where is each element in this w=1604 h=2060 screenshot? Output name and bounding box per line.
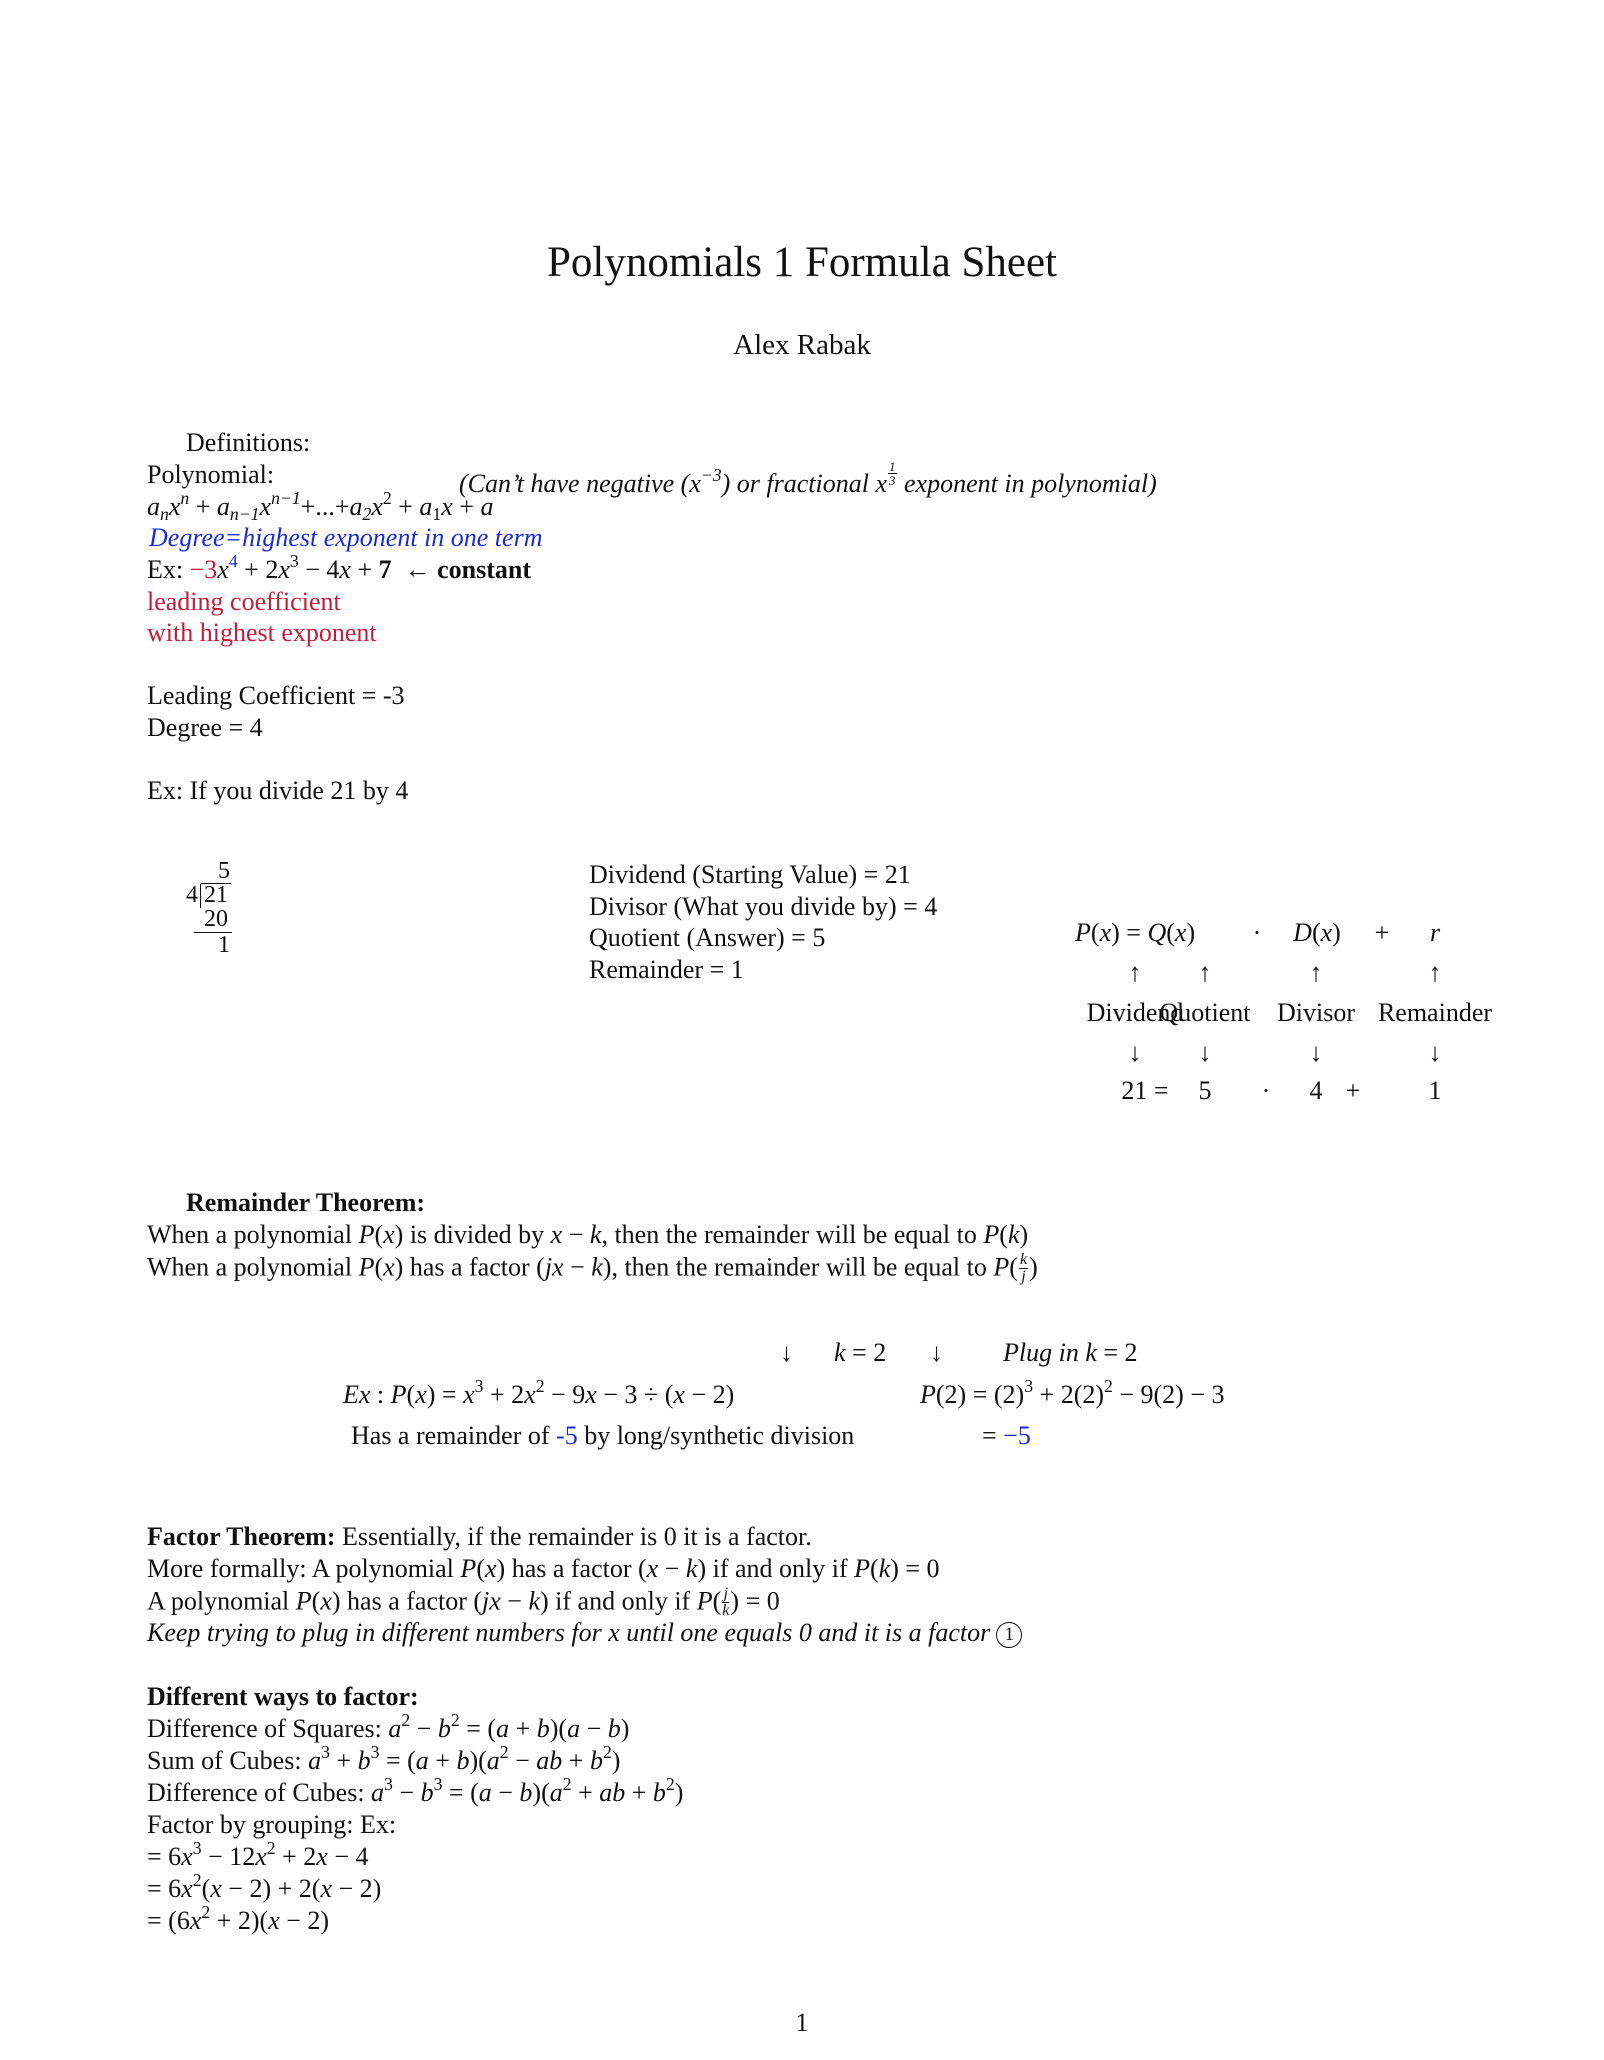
remainder-theorem-line-2: When a polynomial P(x) has a factor (jx − k), then the remainder will be equal to P( $\frac{k}{j}$ ) [147,1251,1038,1286]
factor-theorem-line-2: A polynomial P(x) has a factor (jx − k) if and only if P( $\frac{j}{k}$ ) = 0 [147,1585,780,1620]
down-arrow-icon: ↓ [930,1338,943,1367]
down-arrow-icon: ↓ [1128,1038,1142,1067]
grouping-step-2: = $6x^2(x - 2) + 2(x - 2)$ [147,1870,382,1903]
polynomial-example: Ex: $-3x^4 + 2x^3 - 4x + 7$ ← constant [147,551,532,584]
difference-of-squares: Difference of Squares: $a^2 - b^2 = (a + b)(a - b)$ [147,1710,630,1743]
leading-coefficient-note-2: with highest exponent [147,618,377,647]
diagram-bottom-4: 4 [1309,1076,1323,1105]
factor-theorem-heading: Factor Theorem: [147,1522,336,1551]
diagram-bottom-21: 21 = [1121,1076,1169,1105]
diagram-dx: D(x) [1293,918,1341,947]
long-division [180,858,250,968]
remainder-evaluation: $P(2) = (2)^3 + 2(2)^2 - 9(2) - 3$ [920,1376,1225,1409]
degree-value: Degree = 4 [147,713,263,742]
k-equals-note: k = 2 [834,1338,887,1367]
factor-by-grouping-label: Factor by grouping: Ex: [147,1810,397,1839]
diagram-label-dividend: Dividend [1086,998,1184,1027]
down-arrow-icon: ↓ [780,1338,793,1367]
diagram-r: r [1429,918,1441,947]
author: Alex Rabak [733,329,871,361]
grouping-step-3: = $(6x^2 + 2)(x - 2)$ [147,1902,330,1935]
leading-coefficient-note-1: leading coefficient [147,587,341,616]
grouping-step-1: = $6x^3 - 12x^2 + 2x - 4$ [147,1838,369,1871]
down-arrow-icon: ↓ [1309,1038,1323,1067]
long-division-dividend: 21 [204,882,228,908]
definitions-heading: Definitions: [186,428,311,457]
plug-in-note: Plug in k = 2 [1003,1338,1138,1367]
remainder-theorem-heading: Remainder Theorem: [186,1188,426,1217]
long-division-quotient: 5 [218,858,230,884]
difference-of-cubes: Difference of Cubes: $a^3 - b^3 = (a - b)(a^2$ + ab + $b^2$) [147,1774,684,1807]
division-term-dividend: Dividend (Starting Value) = 21 [589,860,911,889]
diagram-label-remainder: Remainder [1377,998,1493,1027]
diagram-label-divisor: Divisor [1277,998,1355,1027]
circled-one-icon: 1 [996,1622,1022,1648]
long-division-divisor: 4 [186,882,198,908]
up-arrow-icon: ↑ [1428,958,1442,987]
down-arrow-icon: ↓ [1428,1038,1442,1067]
remainder-example: Ex : $P(x) = x^3 + 2x^2 - 9x - 3 \div (x - 2)$ [343,1376,735,1409]
long-division-remainder: 1 [218,932,230,958]
diagram-dot: · [1252,918,1262,947]
up-arrow-icon: ↑ [1198,958,1212,987]
diagram-px-qx: P(x) = Q(x) [1075,918,1196,947]
page-number: 1 [795,2008,809,2037]
division-term-quotient: Quotient (Answer) = 5 [589,923,826,952]
up-arrow-icon: ↑ [1309,958,1323,987]
remainder-value: -5 [556,1421,578,1450]
diagram-bottom-1: 1 [1428,1076,1442,1105]
diagram-bottom-5: 5 [1198,1076,1212,1105]
diagram-label-quotient: Quotient [1159,998,1251,1027]
general-form: $anx^n + an-1x^{n-1}+...+a2x^2 + a1x + a$ [147,488,494,524]
leading-coefficient-value: Leading Coefficient = -3 [147,681,405,710]
diagram-bottom-plus: + [1345,1076,1361,1105]
polynomial-label: Polynomial: [147,460,275,489]
division-intro: Ex: If you divide 21 by 4 [147,776,409,805]
sum-of-cubes: Sum of Cubes: $a^3 + b^3 = (a + b)(a^2$ − ab + $b^2$) [147,1742,621,1775]
long-division-bracket [200,884,203,908]
remainder-division-note: Has a remainder of -5 by long/synthetic division [351,1421,855,1450]
division-term-remainder: Remainder = 1 [589,955,744,984]
down-arrow-icon: ↓ [1198,1038,1212,1067]
factor-theorem-line-3: Keep trying to plug in different numbers for x until one equals 0 and it is a factor 1 [147,1618,1022,1649]
factoring-heading: Different ways to factor: [147,1682,419,1711]
up-arrow-icon: ↑ [1128,958,1142,987]
page-title: Polynomials 1 Formula Sheet [546,239,1058,286]
remainder-theorem-line-1: When a polynomial P(x) is divided by x − k, then the remainder will be equal to P(k) [147,1220,1029,1249]
diagram-plus: + [1374,918,1390,947]
factor-theorem-line-1: More formally: A polynomial P(x) has a factor (x − k) if and only if P(k) = 0 [147,1554,940,1583]
division-diagram [1020,918,1520,1118]
remainder-result: = −5 [982,1421,1031,1450]
polynomial-note: (Can’t have negative $(x^{-3})$ or fractional x $\frac{1}{3}$ exponent in polynomial) [459,459,1157,499]
degree-definition: Degree=highest exponent in one term [149,523,543,552]
division-term-divisor: Divisor (What you divide by) = 4 [589,892,938,921]
diagram-bottom-dot: · [1261,1076,1271,1105]
long-division-product: 20 [204,906,228,932]
factor-theorem-summary: Factor Theorem: Essentially, if the remainder is 0 it is a factor. [147,1522,812,1551]
